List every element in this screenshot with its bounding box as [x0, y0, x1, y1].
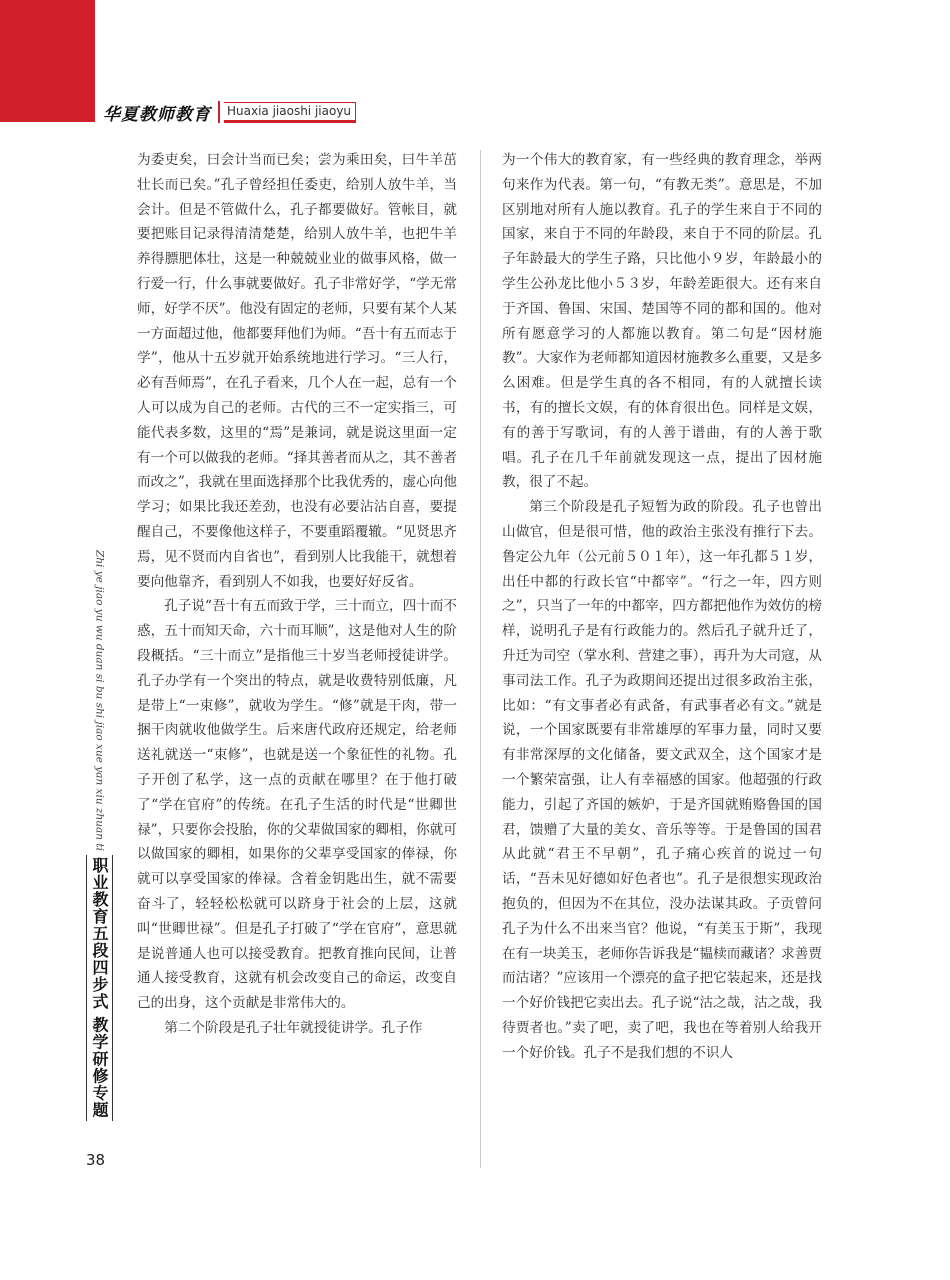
- vertical-sidebar: [86, 550, 113, 1140]
- sidebar-pinyin: Zhi ye jiao yu wu duan si bu shi jiao xue yan xiu zhuan ti: [93, 550, 106, 851]
- left-paragraph-3: 第二个阶段是孔子壮年就授徒讲学。孔子作: [164, 1019, 423, 1036]
- left-paragraph-1: 为委吏矣，曰会计当而已矣；尝为乘田矣，曰牛羊茁壮长而已矣。”孔子曾经担任委吏，给别人放牛羊，当会计。但是不管做什么，孔子都要做好。管帐目，就要把账目记录得清清楚楚，给别人放牛羊，也把牛羊养得膘肥体壮，这是一种兢兢业业的做事风格，做一行爱一行，什么事就要做好。孔子非常好学，“学无常师，好学不厌”。他没有固定的老师，只要有某个人某一方面超过他，他都要拜他们为师。“吾十有五而志于学”，他从十五岁就开始系统地进行学习。“三人行，必有吾师焉”，在孔子看来，几个人在一起，总有一个人可以成为自己的老师。古代的三不一定实指三，可能代表多数，这里的“焉”是兼词，就是说这里面一定有一个可以做我的老师。“择其善者而从之，其不善者而改之”，我就在里面选择那个比我优秀的，虚心向他学习；如果比我还差劲，也没有必要沾沾自喜，要提醒自己，不要像他这样子，不要重蹈覆辙。“见贤思齐焉，见不贤而内自省也”，看到别人比我能干，就想着要向他靠齐，看到别人不如我，也要好好反省。: [137, 152, 457, 590]
- left-column: [137, 148, 457, 1041]
- right-column: [502, 148, 822, 1065]
- left-paragraph-2: 孔子说“吾十有五而致于学，三十而立，四十而不惑，五十而知天命，六十而耳顺”，这是他对人生的阶段概括。“三十而立”是指他三十岁当老师授徒讲学。孔子办学有一个突出的特点，就是收费特别低廉，凡是带上“一束修”，就收为学生。“修”就是干肉，带一捆干肉就收他做学生。后来唐代政府还规定，给老师送礼就送一“束修”，也就是送一个象征性的礼物。孔子开创了私学，这一点的贡献在哪里？在于他打破了“学在官府”的传统。在孔子生活的时代是“世卿世禄”，只要你会投胎，你的父辈做国家的卿相，你就可以做国家的卿相，如果你的父辈享受国家的俸禄，你就可以享受国家的俸禄。含着金钥匙出生，就不需要奋斗了，轻轻松松就可以跻身于社会的上层，这就叫“世卿世禄”。但是孔子打破了“学在官府”，意思就是说普通人也可以接受教育。把教育推向民间，让普通人接受教育，这就有机会改变自己的命运，改变自己的出身，这个贡献是非常伟大的。: [137, 598, 457, 1012]
- red-corner-block: [0, 0, 95, 122]
- masthead-chinese-title: 华夏教师教育: [103, 104, 211, 125]
- masthead: [103, 100, 356, 124]
- column-divider: [480, 150, 481, 1168]
- right-paragraph-1: 为一个伟大的教育家，有一些经典的教育理念，举两句来作为代表。第一句，“有教无类”。意思是，不加区别地对所有人施以教育。孔子的学生来自于不同的国家，来自于不同的年龄段，来自于不同的阶层。孔子年龄最大的学生子路，只比他小９岁，年龄最小的学生公孙龙比他小５３岁，年龄差距很大。还有来自于齐国、鲁国、宋国、楚国等不同的都和国的。他对所有愿意学习的人都施以教育。第二句是“因材施教”。大家作为老师都知道因材施教多么重要，又是多么困难。但是学生真的各不相同，有的人就擅长读书，有的擅长文娱，有的体育很出色。同样是文娱，有的善于写歌词，有的人善于谱曲，有的人善于歌唱。孔子在几千年前就发现这一点，提出了因材施教，很了不起。: [502, 152, 822, 491]
- sidebar-series-title: 职业教育五段四步式 教学研修专题: [86, 855, 113, 1121]
- masthead-pinyin-title: Huaxia jiaoshi jiaoyu: [224, 102, 356, 123]
- right-paragraph-2: 第三个阶段是孔子短暂为政的阶段。孔子也曾出山做官，但是很可惜，他的政治主张没有推行下去。鲁定公九年（公元前５０１年），这一年孔都５１岁，出任中都的行政长官“中都宰”。“行之一年，四方则之”，只当了一年的中都宰，四方都把他作为效仿的榜样，说明孔子是有行政能力的。然后孔子就升迁了，升迁为司空（掌水利、营建之事），再升为大司寇，从事司法工作。孔子为政期间还提出过很多政治主张，比如：“有文事者必有武备，有武事者必有文。”就是说，一个国家既要有非常雄厚的军事力量，同时又要有非常深厚的文化储备，要文武双全，这个国家才是一个繁荣富强，让人有幸福感的国家。他超强的行政能力，引起了齐国的嫉妒，于是齐国就贿赂鲁国的国君，馈赠了大量的美女、音乐等等。于是鲁国的国君从此就“君王不早朝”，孔子痛心疾首的说过一句话，“吾未见好德如好色者也”。孔子是很想实现政治抱负的，但因为不在其位，没办法谋其政。子贡曾问孔子为什么不出来当官？他说，“有美玉于斯”，我现在有一块美玉，老师你告诉我是“韫椟而藏诸？求善贾而沽诸？”应该用一个漂亮的盒子把它装起来，还是找一个好价钱把它卖出去。孔子说“沽之哉，沽之哉，我待贾者也。”卖了吧，卖了吧，我也在等着别人给我开一个好价钱。孔子不是我们想的不识人: [502, 499, 822, 1061]
- page-number: 38: [86, 1151, 106, 1169]
- masthead-divider: [218, 101, 220, 123]
